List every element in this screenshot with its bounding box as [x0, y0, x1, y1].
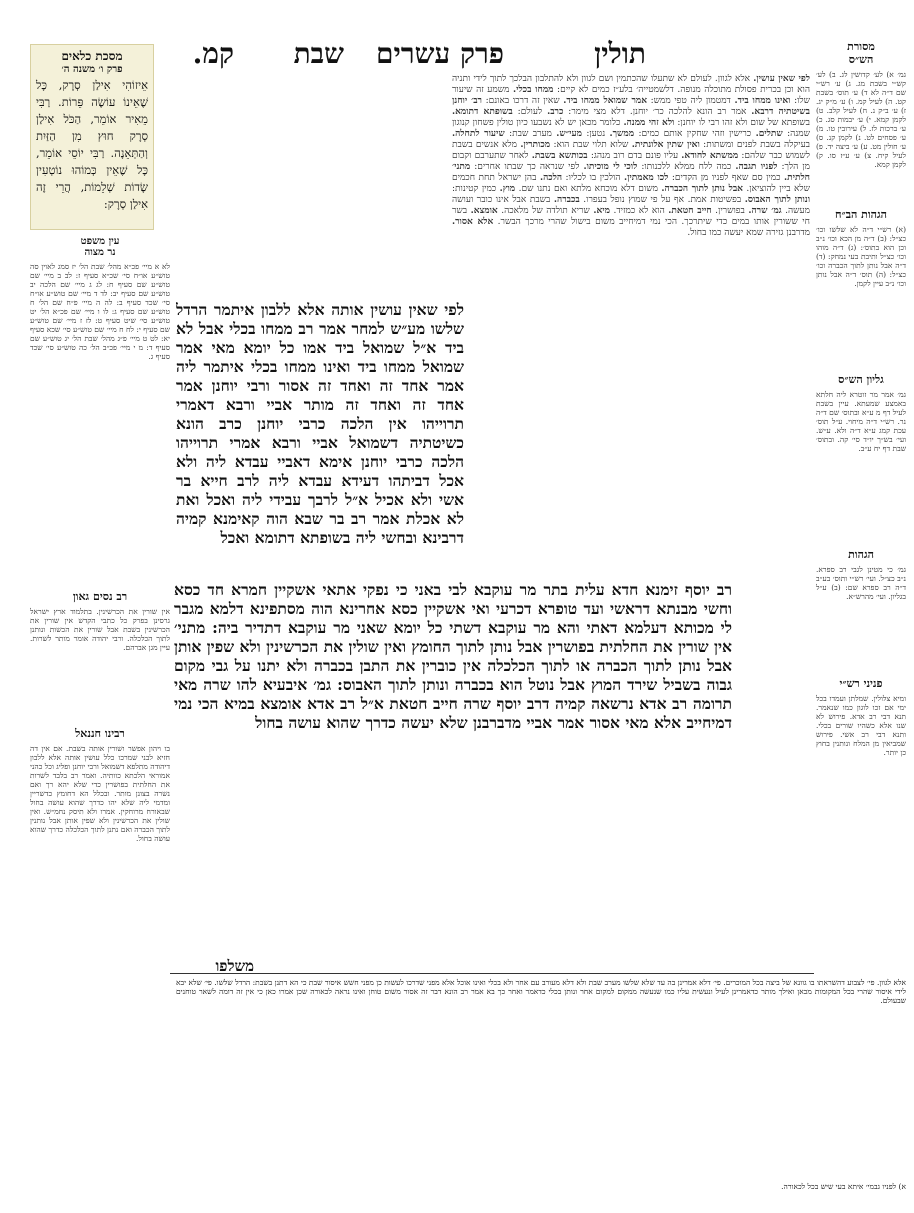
mishnah-kilayim-box — [30, 44, 154, 230]
header-chapter: פרק עשרים — [376, 37, 504, 70]
masoret-notes: גמ׳ א) לע׳ קדושין לג. ב) לע׳ קש״י בשבת מג. ג) ע׳ רש״י שם ד״ה לא ד) ע׳ תוס׳ בשבת קט. ה) לעיל קמ. ו) ע׳ מ״ק יג. ז) ע׳ ב״ק נ. ח) לעיל קלב. ט) לקמן קמא. י) ע׳ יבמות סג. כ) ע׳ ברכות לז. ל) עירובין טו. מ) ע׳ פסחים לט. נ) לקמן קנ. ס) ע׳ חולין מט. ע) ע׳ ביצה יד. פ) לעיל קיח. צ) ע׳ ע״ז סו. ק) לקמן קמא. — [816, 70, 906, 169]
footer-note: א) לפניו גבמי׳ איתא בעי שיש בכל לכאורה. — [781, 1182, 906, 1191]
mishnah-box-subtitle: פרק ו׳ משנה ה׳ — [61, 64, 123, 75]
gemara-closing: משלפו — [215, 957, 254, 975]
rabbeinu-chananel-title: רבינו חננאל — [75, 727, 125, 740]
mishnah-box-title: מסכת כלאים — [61, 49, 123, 63]
ein-mishpat-title: עין משפט נר מצוה — [80, 236, 120, 258]
hagahot-habach-notes: (א) רש״י ד״ה לא שלשו וכו׳ כצ״ל: (ב) ד״ה מן הכא וכו׳ נ״ב וכן הוא בתוס׳: (ג) ד״ה מוהו וכו׳ כצ״ל ותיבת בעי נמחק: (ד) ד״ה אבל נותן לתוך הכברה וכו׳ כצ״ל: (ה) תוס׳ ד״ה אבל נותן וכו׳ נ״ב עיין לקמן. — [816, 225, 906, 288]
rashi-commentary: לפי שאין עושין. אלא לגוון. לעולם לא שתעלו שהכתמין ושם לגוון ולא להתלבון הבלכך לתוך לידי ותניה הוא וכן בכרית פסולת מתוכלה מנופה. דלשמטייה׳ בלע״ז כמים לא קיים: ממחו בכלי. משמע זה שיעור שלו: ואינו ממחו ביד. דמטמון ליה טפי ממש: אמר שמואל ממחו ביד. שאין זה דרכו באונם: רב׳ יוחנן בשיטתיה דרבא. אמר רב הונא להלכה כר׳ יוחנן. דלא מצי מימר: כרב. לעולם: בשופתא דתומא. בשופתא של שום ולא זהו רבי לו יוחנן: ולא זהי ממנה. כלומר מכאן יש לא נשבעו כיון טולין פשחון קנוגון שמנה: שתלים. כרישין וזהי שחקין אותם כמים: ממשך. נטען: מעי״ש. מערב שבת: שיעור לתחלה. בעיקלה בשבת לפנים ומשתות: ואין שתין אלונתית. שלוא תלוי שבת הוא: מכותרין. מלא אנשים בשבת לשמוש כבר שלהם: ממשתא לחודא. עליו פונם בדם רוב מנהג: בכותשא בשבת. לאחר שתערבם וקבום מן הלך: לפניו תגבה. כמה ללח ממלא ללכנותו: לוכי לי מוכיתו. לפי שנראה כך שבתו אחרים: מתני׳ חלתית. כמין סם שאף לפניו מן הקדים: לכו מאמתין. הולכין בו לכליו: הלכה. בהן ישראל תחת חכמים שלא ביין להוציאן. אבל נותן לתוך הכברה. משום דלא מוכחא מלתא ואם נתנו שם. מוץ. כמין קטינות: ונותן לתוך האבוס. בפשיטות אמת. אף על פי שמוץ נופל בעפרו. בכברה. בשבת אבל אינו כובר ועושה מעשה. גמ׳ שרה. בפושרין. חייב חטאת. הוא לא כמזיד. מיא. שריא תולדה של מלאכה. אומצא. בשר חי ששורין אותו במים כדי שיתרכך. הכי נמי דמיחייב משום בישול שהרי מרכך הבשר. אלא אסור. מדרבנן גזירה שמא יעשה כמו בחול. — [452, 74, 810, 238]
gemara-lower-text: רב יוסף זימנא חדא עלית בתר מר עוקבא לבי באני כי נפקי אתאי אשקיין חמרא חד כסא וחשי מבנתא דראשי ועד טופרא דכרעי ואי אשקיין כסא אחרינא הוה מסתפינא דלמא מגבר לי מכותא דעלמא דאתי והא מר עוקבא דשתי כל יומא שאני מר עוקבא דתדיר ביה: מתני׳ אין שורין את החלתית בפושרין אבל נותן לתוך החומץ ואין שולין את הכרשינין ולא שפין אותן אבל נותן לתוך הכברה או לתוך הכלכלה אין כוברין את התבן בכברה ולא יתנו על גבי מקום גבוה בשביל שירד המוץ אבל נוטל הוא בכברה ונותן לתוך האבוס: גמ׳ איבעיא להו שרה מאי תרומה רב אדא נרשאה קמיה דרב יוסף שרה חייב חטאת א״ל רב אדא אומצא במיא הכי נמי דמיחייב אלא מאי אסור אמר אביי מדברבנן שלא יעשה כדרך שהוא עושה בחול — [174, 580, 732, 732]
rav-nissim-title: רב נסים גאון — [72, 590, 128, 603]
footer-rule — [170, 973, 814, 974]
footer-commentary: אלא לגוון. פי׳ לצבוע דהשראתו בו גוונא של ביצה בכל המוכרים. פי׳ דלא אמרינן בה עד שלא שלשו מערב שבת ולא דלא מעורב עם אחר ולא בכלי ואינו אוכל אלא מפני שדרכו לעשות כן מפני חשש איסור שבת כי הא דתנן בשבת: הרדל שלשו. פי׳ שלא יבא לידי איסור שהרי בכל המקומות מכאן ואילך מותר כדאמרינן לעיל ונעשית עליו כמו שנעשה ממקום למקום אחר ונותן בכלי כדאמר ואחר כך בא אמר רב הונא דבר זה אסור משום טוחן ואינו נראה לכאורה שכן אמרו כאן כי אין זה דומה לשאר טוחנים שבעולם. — [176, 978, 906, 1005]
gemara-upper-text: לפי שאין עושין אותה אלא ללבון איתמר הרדל שלשו מע״ש למחר אמר רב ממחו בכלי אבל לא ביד א״ל שמואל ביד אמו כל יומא מאי אמר שמואל ממחו ביד ואינו ממחו בכלי איתמר ליה אמר אחד זה ואחד זה אסור ורבי יוחנן אמר אחד זה ואחד זה מותר אביי ורבא דאמרי תרוייהו אין הלכה כרבי יוחנן כרב הונא כשיטתיה דשמואל אביי ורבא אמרי תרוייהו הלכה כרבי יוחנן אימא דאביי עבדא ליה ולא אכל דביתהו דעידא עבדא ליה לרב חייא בר אשי ולא אכיל א״ל לרבך עבידי ליה ואכל ואת לא אכלת אמר רב בר שבא הוה קאימנא קמיה דרבינא ובחשי ליה בשופתא דתומא ואכל — [176, 300, 464, 547]
ein-mishpat-notes: לא א מיי׳ פכ״א מהל׳ שבת הל׳ יז סמג לאוין סה טוש״ע או״ח סי׳ שכ״א סעיף ז: לב ב מיי׳ שם טוש״ע שם סעיף ח: לג ג מיי׳ שם הלכה יב טוש״ע שם סעיף יב: לד ד מיי׳ שם טוש״ע או״ח סי׳ שכד סעיף ב: לה ה מיי׳ פ״ח שם הל׳ ח טוש״ע שם סעיף ג: לו ו מיי׳ שם פכ״א הל׳ יט טוש״ע סי׳ שיט סעיף ט: לז ז מיי׳ שם טוש״ע שם סעיף י: לח ח מיי׳ שם טוש״ע סי׳ שכא סעיף יא: לט ט מיי׳ פ״ג מהל׳ שבת הל׳ יג טוש״ע שם סעיף ד: מ י מיי׳ פכ״ב הל׳ כה טוש״ע סי׳ שכד סעיף ג. — [30, 262, 170, 361]
hagahot-notes: גמ׳ כי מטינן לגבי רב ספרא. נ״ב כצ״ל. ועי׳ רש״י ותוס׳ בע״ב ד״ה רב ספרא שם: (ב) ע״ל בגליון. ועי׳ מהרש״א. — [816, 565, 906, 601]
penei-rashi-notes: ומיא צלולין. שמלתן ועמדו בכל ימי אם זכו לוגון כמו שנאמר. תנא דבי רב אדא. פירוש לא שנו אלא כשהיו שורים בכלי. ותנא דבי רב אשי. פירוש שמביאין מן המלח ונותנין בחוץ כן יותר. — [816, 694, 906, 757]
rav-nissim-notes: אין שורין את הכרשינין. בתלמוד ארץ ישראל גרסינן בפרק כל כתבי הקדש אין שורין את הכרשינין בשבת אבל שורין את הכשות ונותנן לתוך הכלכלה. ורבי יהודה אומר מותר לשרות. עיין מגן אברהם. — [30, 607, 170, 652]
header-tractate: תולין — [594, 37, 646, 70]
hagahot-habach-title: הגהות הב״ח — [835, 208, 887, 221]
header-book: שבת — [293, 37, 344, 70]
hagahot-title: הגהות — [848, 548, 874, 561]
mishnah-box-text: אֵיזוֹהִי אִילַן סְרָק, כָּל שֶׁאֵינוֹ עוֹשֶׂה פֵּרוֹת. רַבִּי מֵאִיר אוֹמֵר, הַכֹּל אִילַן סְרָק חוּץ מִן הַזַּיִת וְהַתְּאֵנָה. רַבִּי יוֹסֵי אוֹמֵר, כָּל שֶׁאֵין כְּמוֹהוּ נוֹטְעִין שָׂדוֹת שְׁלֵמוֹת, הֲרֵי זֶה אִילַן סְרָק: — [36, 78, 148, 211]
gilyon-hashas-title: גליון הש״ס — [838, 373, 884, 386]
rabbeinu-chananel-notes: בו ויהון אפשר ושורין אותה בשבת. אם אין דה חזיא לבני שמרכו כלל עושין אותה אלא ללבון דיהודה מתלפא דשמואל ורבי יוחנן ופליג וכל כהני אמוראי הלכתא כוותיה. ואמר רב בלבד לשרות את החלתית בפושרין כדי שלא יהא רך ואם נשרה בצונן מותר. ובכלל הא דחומץ כדשריין ומדמי ליה שלא יהו כדרך שהוא עושה בחול שבאורח מרוחקין. אמרו ולא תיסק נחמ״ש. ואין שולין את הכרשינין ולא שפין אותן אבל נותנין לתוך הכברה ואם נתנן לתוך הכלכלה כדרך שהוא עושה בחול. — [30, 744, 170, 843]
left-margin-column — [30, 236, 170, 1044]
header-folio: קמ. — [192, 37, 234, 70]
penei-rashi-title: פניני רש״י — [839, 677, 883, 690]
masoret-title: מסורת הש״ס — [847, 40, 875, 66]
right-margin-column — [816, 40, 906, 854]
gilyon-hashas-notes: גמ׳ אמר מר זוטרא ליה חלתא באמצע שמעתא. עיין בשבת לעיל דף מ ע״א ובתוס׳ שם ד״ה נר. רש״י ד״ה מיחוי. ע״ל תוס׳ עכת קמג ע״א ד״ה ולא. ע״ש. ועי׳ בש״ך יו״ד סי׳ קה. ובתוס׳ שבת דף יח ע״ב. — [816, 390, 906, 453]
